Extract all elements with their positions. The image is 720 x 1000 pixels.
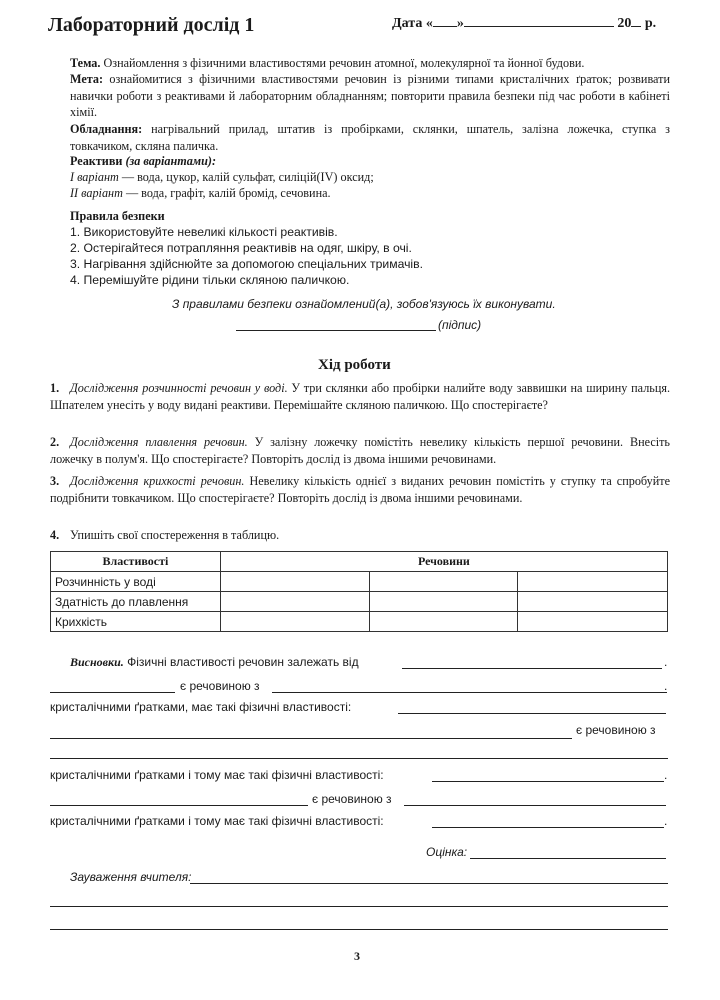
- answer-line[interactable]: [404, 805, 666, 806]
- equipment-paragraph: [70, 121, 670, 154]
- procedure-heading: Хід роботи: [318, 357, 391, 373]
- answer-line[interactable]: [50, 738, 572, 739]
- answer-line[interactable]: [190, 883, 668, 884]
- answer-line[interactable]: [50, 805, 308, 806]
- reagents-note: (за варіантами):: [125, 154, 217, 168]
- grade-label: Оцінка:: [426, 845, 468, 859]
- answer-line[interactable]: [432, 781, 664, 782]
- date-mid: »: [456, 16, 464, 31]
- safety-heading: Правила безпеки: [70, 209, 165, 223]
- conclusions-label: Висновки.: [70, 655, 124, 669]
- answer-line[interactable]: [402, 668, 662, 669]
- table-cell[interactable]: [518, 592, 668, 612]
- step-text: Упишіть свої спостереження в таблицю.: [70, 528, 280, 542]
- step-title: Дослідження розчинності речовин у воді.: [70, 381, 288, 395]
- answer-line[interactable]: [398, 713, 666, 714]
- equipment-label: Обладнання:: [70, 122, 143, 136]
- col-properties-header: Властивості: [51, 552, 221, 572]
- table-cell[interactable]: [220, 592, 369, 612]
- goal-text: ознайомитися з фізичними властивостями речовин із різними типами кристалічних ґраток; розвивати навички роботи з реактивами й лабораторним обладнанням; повторити правила безпеки під час роботи в кабінеті хімії.: [70, 72, 670, 119]
- procedure-step: 3. Дослідження крихкості речовин. Невелику кількість однієї з виданих речовин помістіть у ступку та спробуйте подрібнити товкачиком. Що спостерігаєте? Повторіть дослід із двома іншими речовинами.: [50, 474, 671, 505]
- table-cell[interactable]: [220, 572, 369, 592]
- signature-line[interactable]: [236, 330, 436, 331]
- equipment-text: нагрівальний прилад, штатив із пробірками, склянки, шпатель, залізна ложечка, ступка з товкачиком, скляна паличка.: [70, 122, 671, 153]
- table-cell[interactable]: [518, 572, 668, 592]
- procedure-step: 2. Дослідження плавлення речовин. У залізну ложечку помістіть невелику кількість першої речовини. Внесіть ложечку в полум'я. Що спостерігаєте? Повторіть дослід із двома іншими речовинами.: [50, 435, 670, 466]
- answer-line[interactable]: [272, 692, 667, 693]
- answer-line[interactable]: [50, 758, 668, 759]
- table-row: [51, 572, 668, 592]
- signature-label: (підпис): [438, 318, 482, 332]
- year-suffix: р.: [644, 16, 657, 31]
- reagents-label: Реактиви: [70, 154, 123, 168]
- table-cell[interactable]: [369, 572, 518, 592]
- safety-rule: 4. Перемішуйте рідини тільки скляною паличкою.: [70, 273, 350, 287]
- table-row: [51, 592, 668, 612]
- page-title: Лабораторний дослід 1: [48, 14, 255, 36]
- goal-paragraph: [70, 71, 670, 121]
- answer-line[interactable]: [50, 692, 175, 693]
- safety-pledge: З правилами безпеки ознайомлений(а), зобов'язуюсь їх виконувати.: [172, 297, 556, 311]
- row-label: Розчинність у воді: [51, 572, 221, 592]
- procedure-step: 4. Упишіть свої спостереження в таблицю.: [50, 528, 280, 542]
- procedure-step: 1. Дослідження розчинності речовин у воді. У три склянки або пробірки налийте воду заввишки на ширину пальця. Шпателем унесіть у воду видані реактиви. Перемішайте скляною паличкою. Що спостерігаєте?: [50, 381, 671, 412]
- table-cell[interactable]: [369, 592, 518, 612]
- safety-rule: 3. Нагрівання здійснюйте за допомогою спеціальних тримачів.: [70, 257, 424, 271]
- answer-line[interactable]: [50, 906, 668, 907]
- step-title: Дослідження крихкості речовин.: [70, 474, 245, 488]
- answer-line[interactable]: [432, 827, 664, 828]
- answer-line[interactable]: [50, 929, 668, 930]
- row-label: Здатність до плавлення: [51, 592, 221, 612]
- variant1-label: I варіант: [70, 170, 119, 184]
- step-text: Невелику кількість однієї з виданих речовин помістіть у ступку та спробуйте подрібнити товкачиком. Що спостерігаєте? Повторіть дослід із двома іншими речовинами.: [50, 474, 671, 505]
- safety-rule: 1. Використовуйте невеликі кількості реактивів.: [70, 225, 338, 239]
- variant1-text: — вода, цукор, калій сульфат, силіцій(IV) оксид;: [121, 170, 374, 184]
- table-cell[interactable]: [518, 612, 668, 632]
- conclusions-line-1: Висновки. Фізичні властивості речовин залежать від: [70, 655, 359, 669]
- page-number: 3: [354, 949, 360, 963]
- goal-label: Мета:: [70, 72, 104, 86]
- observations-table: [50, 551, 668, 632]
- variant-1: [70, 169, 670, 186]
- grade-line[interactable]: [470, 858, 666, 859]
- teacher-remarks-label: Зауваження вчителя:: [70, 870, 192, 884]
- date-label: Дата «: [392, 16, 433, 31]
- topic-label: Тема.: [70, 56, 101, 70]
- row-label: Крихкість: [51, 612, 221, 632]
- table-cell[interactable]: [369, 612, 518, 632]
- table-header-row: [51, 552, 668, 572]
- step-text: У три склянки або пробірки налийте воду заввишки на ширину пальця. Шпателем унесіть у воду видані реактиви. Перемішайте скляною паличкою. Що спостерігаєте?: [50, 381, 671, 412]
- table-cell[interactable]: [220, 612, 369, 632]
- safety-rule: 2. Остерігайтеся потрапляння реактивів на одяг, шкіру, в очі.: [70, 241, 412, 255]
- topic-line: [70, 55, 670, 72]
- table-row: [51, 612, 668, 632]
- date-field[interactable]: [392, 16, 656, 32]
- year-label: 20: [617, 16, 632, 31]
- variant2-text: — вода, графіт, калій бромід, сечовина.: [125, 186, 331, 200]
- step-text: У залізну ложечку помістіть невелику кількість першої речовини. Внесіть ложечку в полум'я. Що спостерігаєте? Повторіть дослід із двома іншими речовинами.: [50, 435, 670, 466]
- col-substances-header: Речовини: [220, 552, 667, 572]
- topic-text: Ознайомлення з фізичними властивостями речовин атомної, молекулярної та йонної будови.: [103, 56, 585, 70]
- step-title: Дослідження плавлення речовин.: [70, 435, 248, 449]
- variant2-label: II варіант: [70, 186, 123, 200]
- variant-2: [70, 185, 670, 202]
- reagents-heading: [70, 153, 670, 170]
